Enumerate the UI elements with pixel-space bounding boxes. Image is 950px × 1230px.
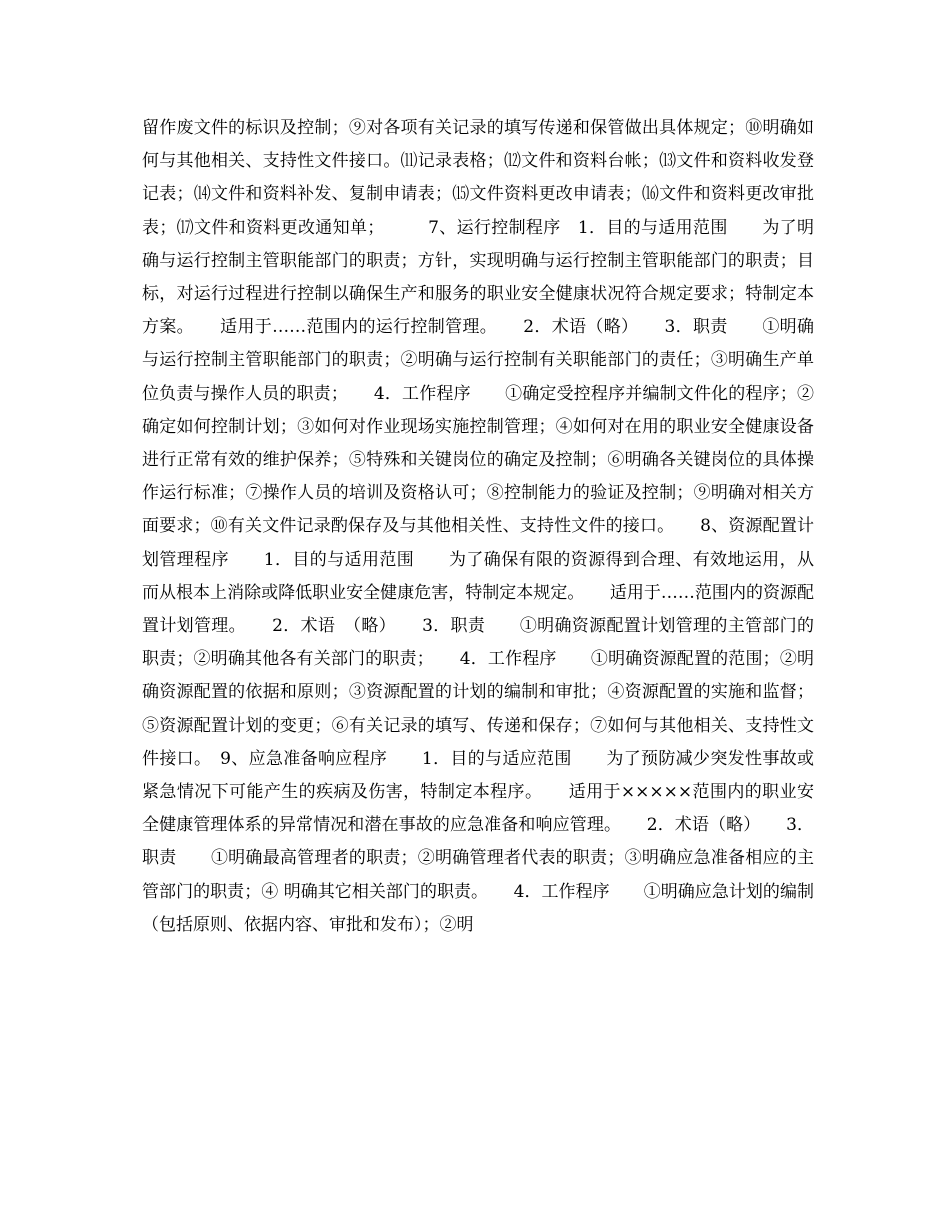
document-page bbox=[142, 112, 814, 942]
document-body-text: 留作废文件的标识及控制；⑨对各项有关记录的填写传递和保管做出具体规定；⑩明确如何与其他相关、支持性文件接口。⑾记录表格；⑿文件和资料台帐；⒀文件和资料收发登记表；⒁文件和资料补发、复制申请表；⒂文件资料更改申请表；⒃文件和资料更改审批表；⒄文件和资料更改通知单； 7、运行控制程序 1．目的与适用范围 为了明确与运行控制主管职能部门的职责；方针，实现明确与运行控制主管职能部门的职责；目标，对运行过程进行控制以确保生产和服务的职业安全健康状况符合规定要求；特制定本方案。 适用于……范围内的运行控制管理。 2．术语（略） 3．职责 ①明确与运行控制主管职能部门的职责；②明确与运行控制有关职能部门的责任；③明确生产单位负责与操作人员的职责； 4．工作程序 ①确定受控程序并编制文件化的程序；②确定如何控制计划；③如何对作业现场实施控制管理；④如何对在用的职业安全健康设备进行正常有效的维护保养；⑤特殊和关键岗位的确定及控制；⑥明确各关键岗位的具体操作运行标准；⑦操作人员的培训及资格认可；⑧控制能力的验证及控制；⑨明确对相关方面要求；⑩有关文件记录酌保存及与其他相关性、支持性文件的接口。 8、资源配置计划管理程序 1．目的与适用范围 为了确保有限的资源得到合理、有效地运用，从而从根本上消除或降低职业安全健康危害，特制定本规定。 适用于……范围内的资源配置计划管理。 2．术语 （略） 3．职责 ①明确资源配置计划管理的主管部门的职责；②明确其他各有关部门的职责； 4．工作程序 ①明确资源配置的范围；②明确资源配置的依据和原则；③资源配置的计划的编制和审批；④资源配置的实施和监督；⑤资源配置计划的变更；⑥有关记录的填写、传递和保存；⑦如何与其他相关、支持性文件接口。 9、应急准备响应程序 1．目的与适应范围 为了预防减少突发性事故或紧急情况下可能产生的疾病及伤害，特制定本程序。 适用于×××××范围内的职业安全健康管理体系的异常情况和潜在事故的应急准备和响应管理。 2．术语（略） 3．职责 ①明确最高管理者的职责；②明确管理者代表的职责；③明确应急准备相应的主管部门的职责；④ 明确其它相关部门的职责。 4．工作程序 ①明确应急计划的编制（包括原则、依据内容、审批和发布）；②明 bbox=[142, 118, 814, 935]
